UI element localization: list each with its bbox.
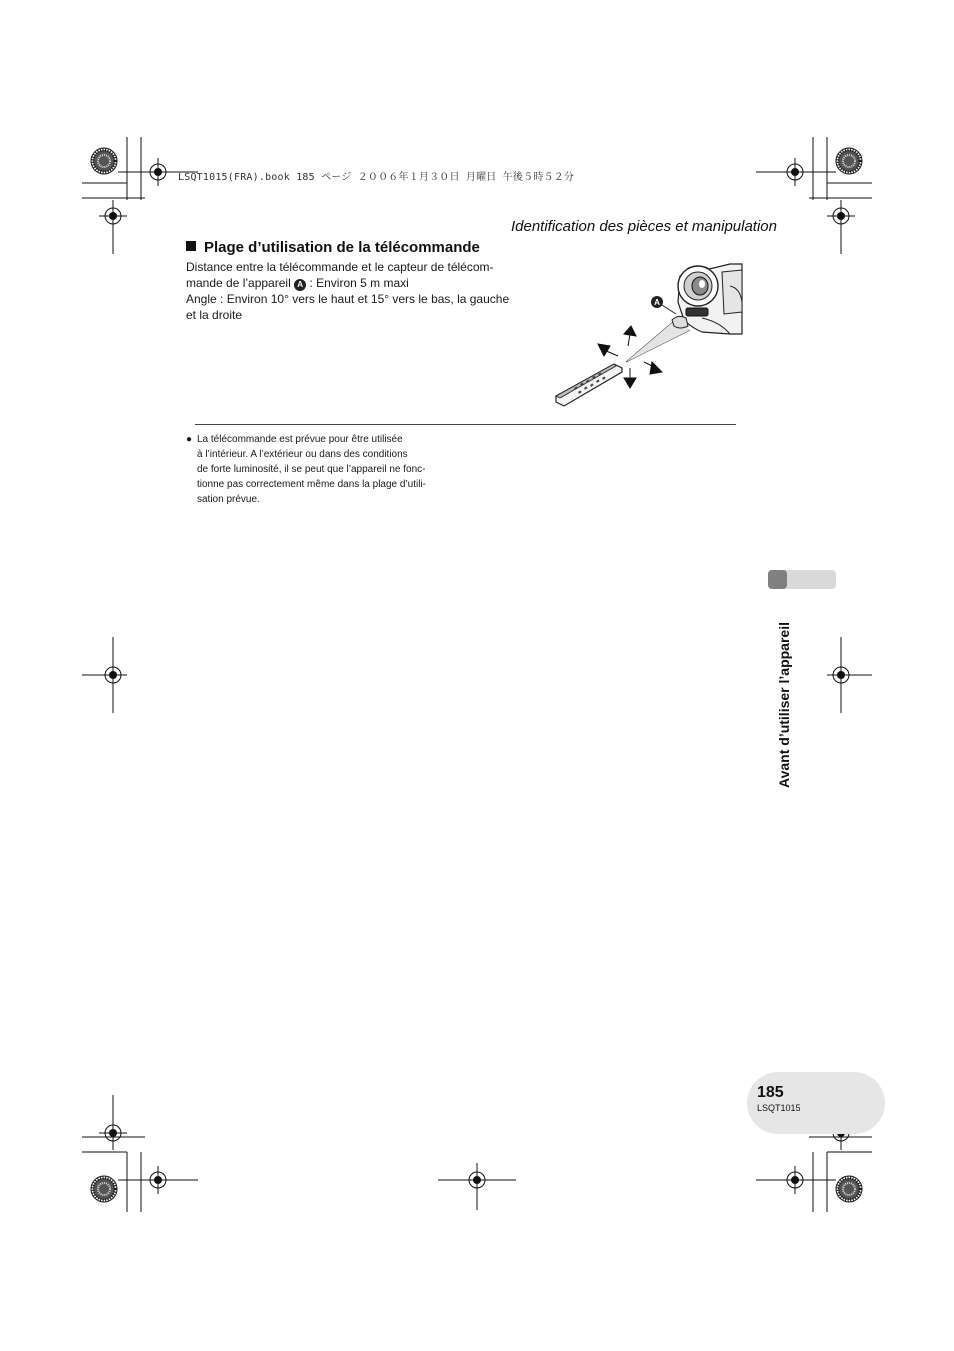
arrow-up-icon bbox=[624, 326, 636, 336]
body-line-2b: : Environ 5 m maxi bbox=[309, 276, 409, 290]
callout-a-label: A bbox=[654, 298, 660, 307]
callout-a-badge: A bbox=[294, 279, 306, 291]
note-line: à l’intérieur. A l’extérieur ou dans des conditions bbox=[197, 449, 408, 460]
note-block bbox=[186, 432, 468, 507]
body-line-1: Distance entre la télécommande et le capteur de télécom- bbox=[186, 260, 494, 274]
section-body bbox=[186, 259, 536, 323]
page-number: 185 bbox=[757, 1084, 784, 1101]
square-bullet-icon bbox=[186, 241, 196, 251]
note-line: sation prévue. bbox=[197, 494, 260, 505]
camcorder-icon bbox=[672, 264, 742, 334]
section-divider bbox=[195, 424, 736, 425]
body-line-2a: mande de l’appareil bbox=[186, 276, 291, 290]
chapter-side-label: Avant d’utiliser l’appareil bbox=[776, 622, 792, 788]
body-line-3: Angle : Environ 10° vers le haut et 15° vers le bas, la gauche bbox=[186, 292, 510, 306]
note-bullet-icon: ● bbox=[186, 434, 193, 445]
remote-control-icon bbox=[556, 364, 622, 406]
section-title-text: Plage d’utilisation de la télécommande bbox=[204, 239, 480, 256]
chapter-tab-marker bbox=[768, 570, 787, 589]
section-title bbox=[186, 239, 480, 256]
remote-range-illustration bbox=[552, 262, 744, 412]
note-line: tionne pas correctement même dans la plage d’utili- bbox=[197, 479, 427, 490]
arrow-down-icon bbox=[624, 378, 636, 388]
section-header: Identification des pièces et manipulation bbox=[510, 218, 777, 235]
body-line-2 bbox=[186, 275, 536, 291]
note-line: de forte luminosité, il se peut que l’appareil ne fonc- bbox=[197, 464, 426, 475]
body-line-4: et la droite bbox=[186, 308, 243, 322]
arrow-right-icon bbox=[650, 362, 662, 374]
note-line: La télécommande est prévue pour être utilisée bbox=[197, 434, 403, 445]
file-header: LSQT1015(FRA).book 185 ページ ２００６年１月３０日 月曜日 午後５時５２分 bbox=[178, 172, 575, 183]
document-code: LSQT1015 bbox=[757, 1103, 801, 1113]
arrow-left-icon bbox=[598, 344, 610, 356]
